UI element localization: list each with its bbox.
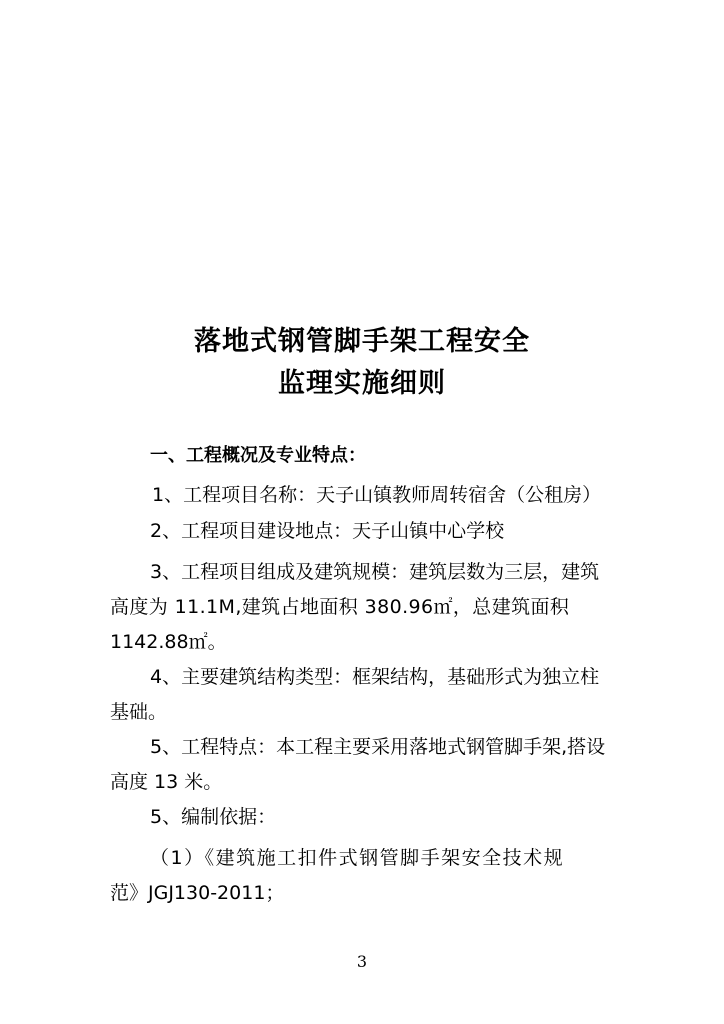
basis-item-1-line-2: 范》JGJ130-2011； — [110, 882, 285, 904]
item-project-name: 1、工程项目名称：天子山镇教师周转宿舍（公租房） — [152, 484, 602, 506]
document-title-line-1: 落地式钢管脚手架工程安全 — [194, 326, 530, 357]
page-number: 3 — [356, 952, 368, 971]
item-project-location: 2、工程项目建设地点：天子山镇中心学校 — [150, 520, 505, 542]
basis-item-1-line-1: （1）《建筑施工扣件式钢管脚手架安全技术规 — [150, 847, 565, 869]
item-project-scale-line-2: 高度为 11.1M,建筑占地面积 380.96㎡，总建筑面积 — [110, 596, 570, 618]
item-project-scale-line-3: 1142.88㎡。 — [110, 631, 227, 653]
item-structure-type-line-2: 基础。 — [110, 701, 168, 723]
item-structure-type-line-1: 4、主要建筑结构类型：框架结构，基础形式为独立柱 — [150, 666, 600, 688]
item-project-features-line-2: 高度 13 米。 — [110, 771, 223, 793]
document-title-line-2: 监理实施细则 — [278, 368, 446, 399]
item-project-features-line-1: 5、工程特点：本工程主要采用落地式钢管脚手架,搭设 — [150, 736, 606, 758]
item-compilation-basis: 5、编制依据： — [150, 806, 277, 828]
item-project-scale-line-1: 3、工程项目组成及建筑规模：建筑层数为三层，建筑 — [150, 561, 600, 583]
section-heading-overview: 一、工程概况及专业特点： — [150, 445, 366, 466]
